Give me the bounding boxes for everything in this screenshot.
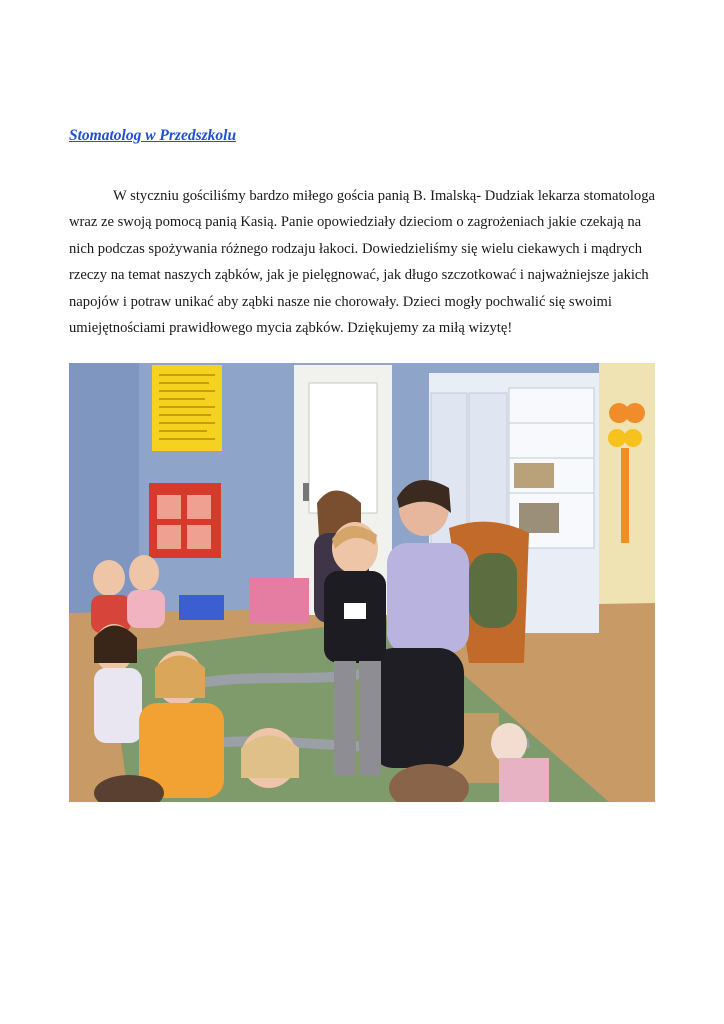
classroom-photo-illustration — [69, 363, 655, 802]
yellow-poster — [152, 365, 222, 451]
document-paragraph: W styczniu gościliśmy bardzo miłego gościa panią B. Imalską- Dudziak lekarza stomatologa wraz ze swoją pomocą panią Kasią. Panie opowiedziały dzieciom o zagrożeniach jakie czekają na nich podczas spożywania różnego rodzaju łakoci. Dowiedzieliśmy się wielu ciekawych i mądrych rzeczy na temat naszych ząbków, jak je pielęgnować, jak długo szczotkować i najważniejsze jakich napojów i potraw unikać aby ząbki nasze nie chorowały. Dzieci mogły pochwalić się swoimi umiejętnościami prawidłowego mycia ząbków. Dziękujemy za miłą wizytę! — [69, 188, 655, 337]
document-title: Stomatolog w Przedszkolu — [69, 127, 237, 144]
toy-bin — [179, 595, 224, 620]
toy-kitchen — [249, 578, 309, 623]
classroom-photo — [69, 363, 655, 802]
